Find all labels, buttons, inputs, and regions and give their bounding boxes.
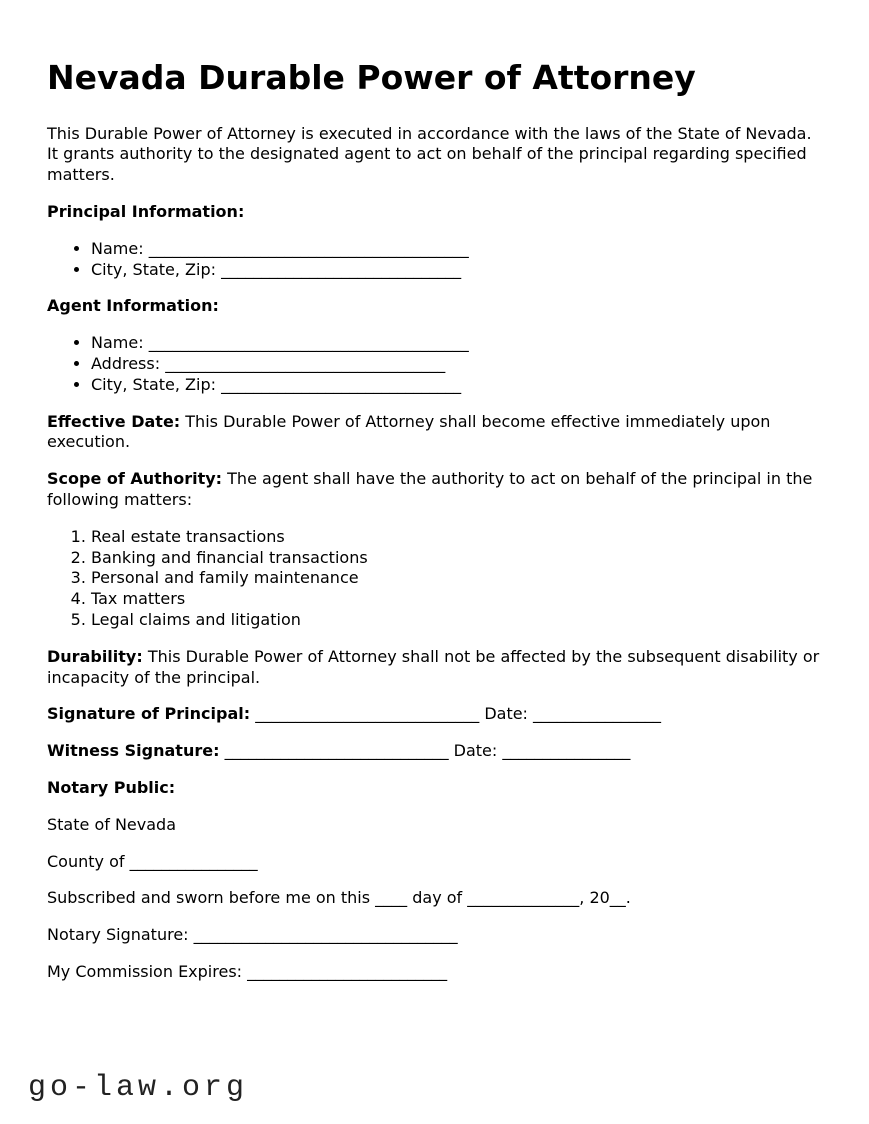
page-title: Nevada Durable Power of Attorney: [47, 58, 696, 97]
witness-signature-date-blank: ________________: [502, 741, 631, 761]
principal-information-heading: Principal Information:: [47, 201, 245, 221]
list-item-matter-1: 1. Real estate transactions: [91, 527, 823, 548]
notary-signature-label: Notary Signature:: [47, 925, 189, 945]
principal-signature-row: [47, 704, 823, 725]
principal-fields-list: [47, 239, 823, 281]
principal-signature-date-blank: ________________: [533, 704, 662, 724]
scope-of-authority-text: The agent shall have the authority to act on behalf of the principal in the following matters:: [47, 469, 813, 509]
list-item-agent-city-state-zip: [91, 375, 823, 396]
effective-date-text: This Durable Power of Attorney shall become effective immediately upon execution.: [47, 411, 771, 452]
effective-date-paragraph: [47, 412, 823, 454]
witness-signature-blank: ____________________________: [224, 741, 449, 761]
notary-public-heading: Notary Public:: [47, 777, 176, 797]
notary-sworn-line: Subscribed and sworn before me on this ____ day of ______________, 20__.: [47, 888, 631, 908]
scope-of-authority-label: Scope of Authority:: [47, 469, 223, 489]
scope-of-authority-paragraph: [47, 469, 823, 511]
principal-signature-date-label: Date:: [484, 704, 528, 724]
agent-name-label: Name:: [91, 333, 144, 353]
witness-signature-label: Witness Signature:: [47, 741, 220, 761]
agent-address-blank: ___________________________________: [165, 353, 446, 373]
site-watermark: go-law.org: [28, 1071, 249, 1105]
principal-name-label: Name:: [91, 238, 144, 258]
principal-signature-label: Signature of Principal:: [47, 704, 251, 724]
principal-signature-blank: ____________________________: [255, 704, 480, 724]
intro-paragraph: This Durable Power of Attorney is executed in accordance with the laws of the State of Nevada. It grants authority to the designated agent to act on behalf of the principal regarding specified matters.: [47, 123, 812, 185]
agent-address-label: Address:: [91, 353, 161, 373]
notary-signature-row: [47, 925, 823, 946]
durability-label: Durability:: [47, 646, 143, 666]
agent-information-heading: Agent Information:: [47, 296, 219, 316]
list-item-matter-2: 2. Banking and financial transactions: [91, 548, 823, 569]
list-item-matter-3: 3. Personal and family maintenance: [91, 568, 823, 589]
commission-expires-blank: _________________________: [247, 961, 448, 981]
principal-city-state-zip-blank: ______________________________: [221, 259, 462, 279]
notary-county-line: County of ________________: [47, 851, 258, 871]
agent-fields-list: [47, 333, 823, 395]
list-item-principal-name: [91, 239, 823, 260]
agent-name-blank: ________________________________________: [148, 333, 469, 353]
commission-expires-row: [47, 962, 823, 983]
commission-expires-label: My Commission Expires:: [47, 961, 243, 981]
effective-date-label: Effective Date:: [47, 411, 181, 431]
authority-matters-list: [47, 527, 823, 631]
notary-signature-blank: _________________________________: [193, 925, 458, 945]
list-item-matter-4: 4. Tax matters: [91, 589, 823, 610]
witness-signature-date-label: Date:: [453, 741, 498, 761]
list-item-agent-address: [91, 354, 823, 375]
witness-signature-row: [47, 741, 823, 762]
principal-city-state-zip-label: City, State, Zip:: [91, 259, 217, 279]
notary-state-line: State of Nevada: [47, 814, 176, 834]
list-item-principal-city-state-zip: [91, 260, 823, 281]
principal-name-blank: ________________________________________: [148, 238, 469, 258]
list-item-matter-5: 5. Legal claims and litigation: [91, 610, 823, 631]
agent-city-state-zip-label: City, State, Zip:: [91, 374, 217, 394]
durability-paragraph: [47, 647, 823, 689]
durability-text: This Durable Power of Attorney shall not be affected by the subsequent disability or incapacity of the principal.: [47, 646, 820, 687]
list-item-agent-name: [91, 333, 823, 354]
agent-city-state-zip-blank: ______________________________: [221, 374, 462, 394]
